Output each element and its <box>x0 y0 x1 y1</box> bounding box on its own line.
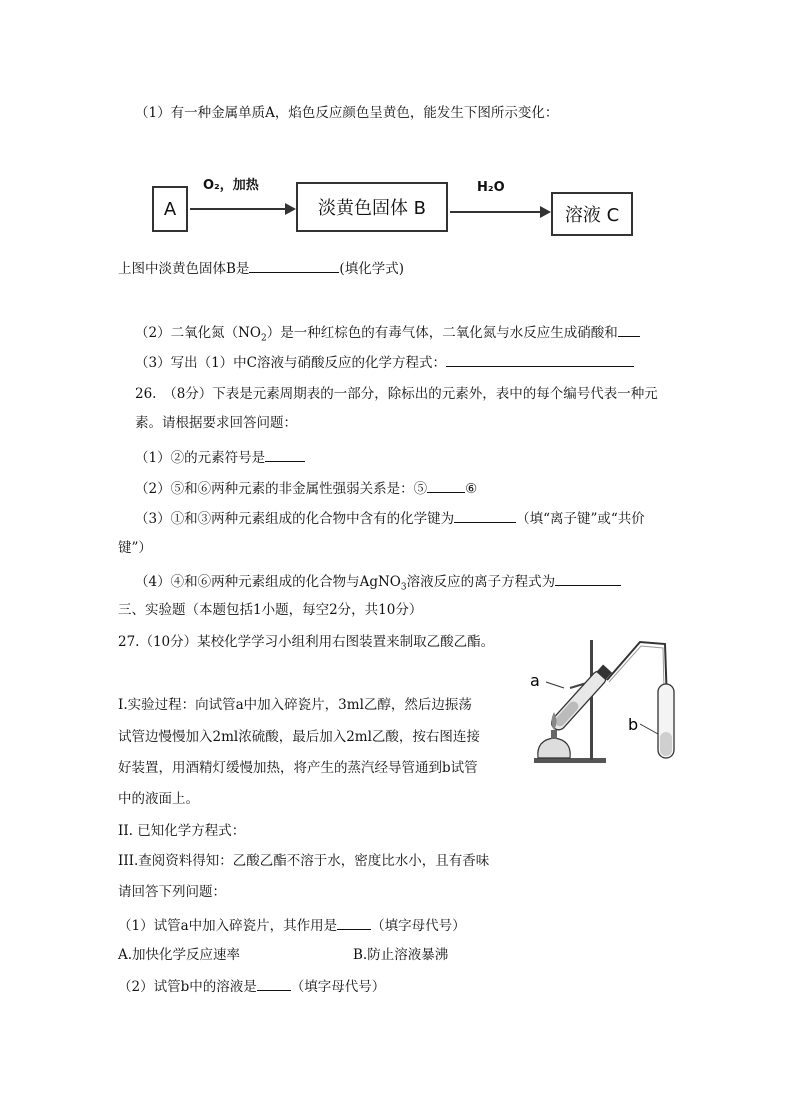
q26-s3-suffix: （填“离子键”或“共价 <box>516 511 645 527</box>
q27-proc1: I.实验过程：向试管a中加入碎瓷片，3ml乙醇，然后边振荡 <box>118 697 472 713</box>
q26-s2-prefix: （2）⑤和⑥两种元素的非金属性强弱关系是：⑤ <box>135 481 428 497</box>
q27-s2-text: （2）试管b中的溶液是 <box>118 979 257 995</box>
flow-box-a: A <box>152 186 188 232</box>
q26-s4-prefix: （4）④和⑥两种元素组成的化合物与AgNO <box>135 574 401 590</box>
q1-text: （1）有一种金属单质A，焰色反应颜色呈黄色，能发生下图所示变化： <box>135 105 559 121</box>
q26-s1-text: （1）②的元素符号是 <box>135 450 266 466</box>
q26-line1: 26. （8分）下表是元素周期表的一部分，除标出的元素外，表中的每个编号代表一种元 <box>135 386 658 402</box>
spirit-lamp <box>538 738 570 758</box>
q26-s1 <box>135 447 305 468</box>
q26-s4-sub: 3 <box>400 582 407 593</box>
tube-b-liquid <box>660 732 672 756</box>
label-b: b <box>628 715 639 734</box>
label-b-line <box>640 724 658 734</box>
arrow1-head-icon <box>285 203 296 215</box>
q2-sub: 2 <box>260 333 267 344</box>
test-tube-a <box>549 664 613 733</box>
arrow1-line <box>190 208 285 210</box>
flow-box-b: 淡黄色固体 B <box>296 182 448 232</box>
q3-text <box>135 352 634 373</box>
arrow1-label: O₂，加热 <box>203 178 259 193</box>
q27-s2-suffix: （填字母代号） <box>290 979 386 995</box>
q2-suffix: ）是一种红棕色的有毒气体，二氧化氮与水反应生成硝酸和 <box>266 325 618 341</box>
q2-text <box>135 322 640 349</box>
q27-proc3: 好装置，用酒精灯缓慢加热，将产生的蒸汽经导管通到b试管 <box>118 760 478 776</box>
q3-prefix: （3）写出（1）中C溶液与硝酸反应的化学方程式： <box>135 355 447 371</box>
answer-blank <box>427 478 465 493</box>
q27-proc4: 中的液面上。 <box>118 791 199 807</box>
q27-iii: III.查阅资料得知：乙酸乙酯不溶于水，密度比水小，且有香味 <box>118 853 490 869</box>
q27-intro: 27.（10分）某校化学学习小组利用右图装置来制取乙酸乙酯。 <box>118 634 495 650</box>
answer-blank <box>446 352 634 367</box>
q27-s1-text: （1）试管a中加入碎瓷片，其作用是 <box>118 918 338 934</box>
q27-proc2: 试管边慢慢加入2ml浓硫酸，最后加入2ml乙酸，按右图连接 <box>118 729 480 745</box>
q1-fill-prefix: 上图中淡黄色固体B是 <box>118 261 250 277</box>
q26-s2-suffix: ⑥ <box>465 481 478 497</box>
label-a-line <box>546 682 564 688</box>
answer-blank <box>337 915 371 930</box>
stand-rod <box>590 640 593 760</box>
q27-s1-suffix: （填字母代号） <box>371 918 466 934</box>
answer-blank <box>249 258 339 273</box>
q27-options <box>118 945 240 965</box>
answer-blank <box>265 447 305 462</box>
q26-s4 <box>135 571 621 598</box>
q27-ii: II. 已知化学方程式： <box>118 823 246 839</box>
arrow2-line <box>450 211 540 213</box>
q26-line2: 素。请根据要求回答问题： <box>135 415 297 431</box>
q2-prefix: （2）二氧化氮（NO <box>135 325 261 341</box>
q27-s2 <box>118 976 385 997</box>
q27-s1 <box>118 915 466 936</box>
q26-s3 <box>135 508 645 529</box>
answer-blank <box>618 322 640 337</box>
q26-s4-suffix: 溶液反应的离子方程式为 <box>406 574 556 590</box>
arrow2-head-icon <box>540 206 551 218</box>
answer-blank <box>257 976 291 991</box>
stand-base <box>534 758 606 763</box>
answer-blank <box>555 571 621 586</box>
answer-blank <box>454 508 516 523</box>
flow-box-c: 溶液 C <box>551 192 633 236</box>
q26-s2 <box>135 478 477 499</box>
q1-fill <box>118 258 404 279</box>
option-b: B.防止溶液暴沸 <box>353 947 449 963</box>
lamp-wick <box>551 730 557 739</box>
arrow2-label: H₂O <box>477 180 505 195</box>
section3-heading: 三、实验题（本题包括1小题，每空2分，共10分） <box>118 602 423 618</box>
ester-apparatus-illustration <box>520 632 690 767</box>
option-a: A.加快化学反应速率 <box>118 947 241 963</box>
q26-s3-prefix: （3）①和③两种元素组成的化合物中含有的化学键为 <box>135 511 455 527</box>
label-a: a <box>530 671 540 690</box>
q26-s3-line2: 键”） <box>118 540 152 556</box>
q27-ask: 请回答下列问题： <box>118 884 226 900</box>
q1-fill-suffix: (填化学式) <box>339 261 404 277</box>
